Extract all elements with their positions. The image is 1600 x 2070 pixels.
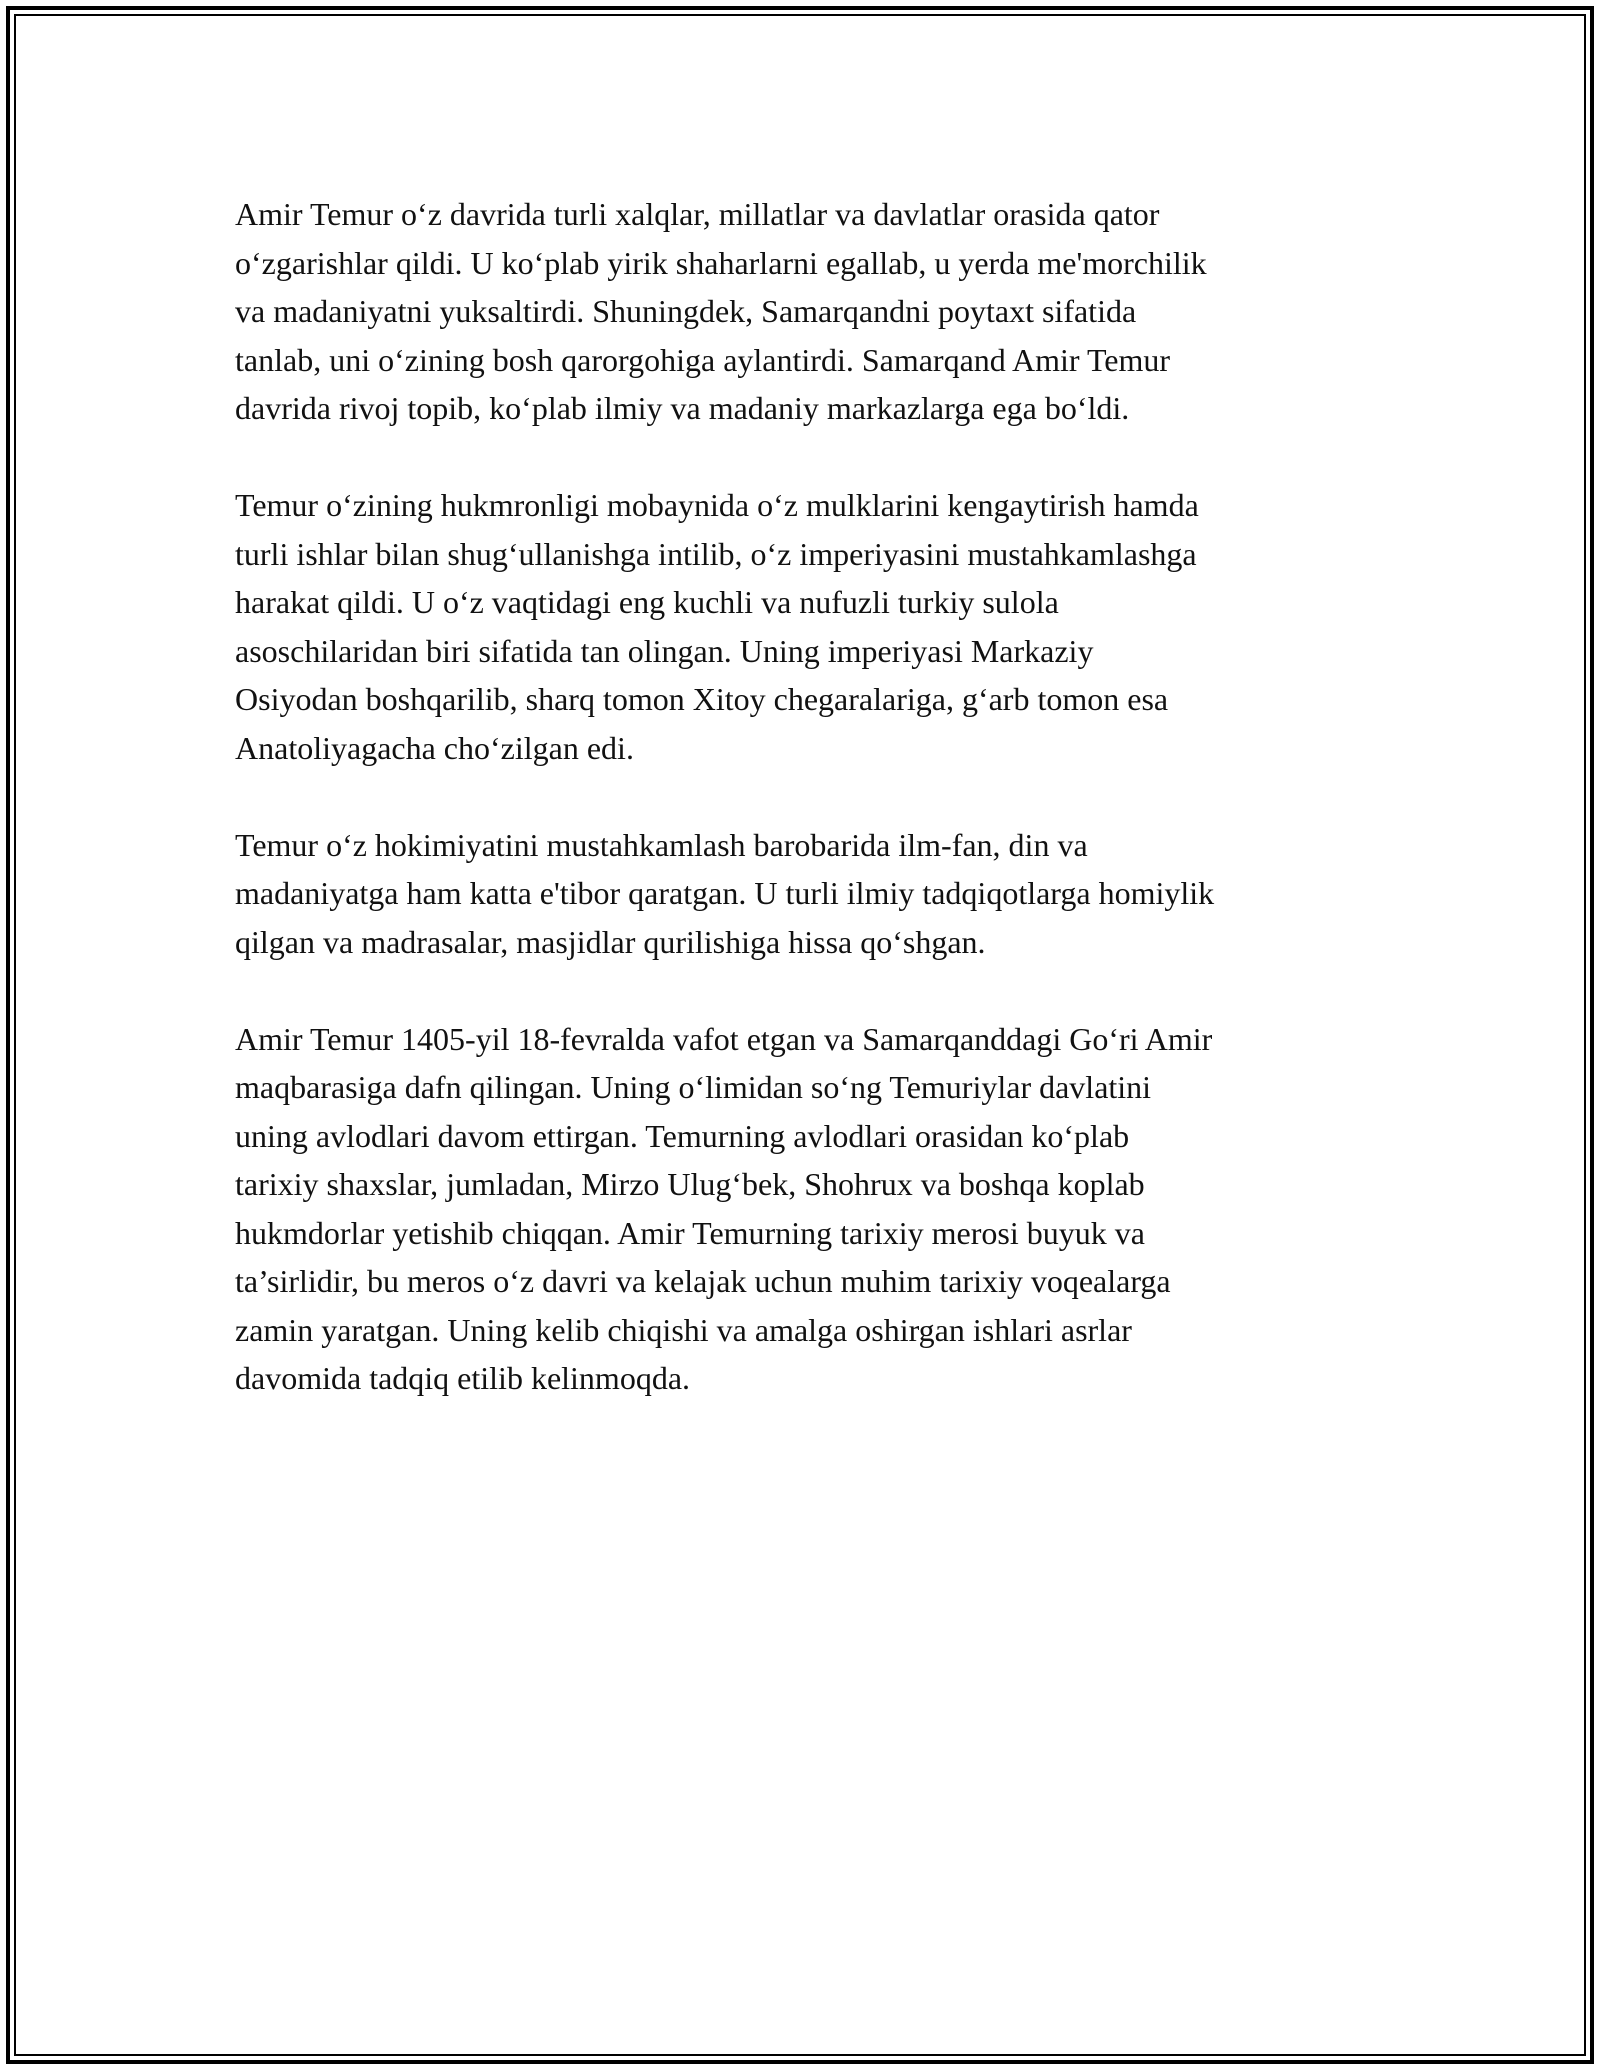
paragraph-2: Temur o‘zining hukmronligi mobaynida o‘z mulklarini kengaytirish hamda turli ishlar bilan shug‘ullanishga intilib, o‘z imperiyasini mustahkamlashga harakat qildi. U o‘z vaqtidagi eng kuchli va nufuzli turkiy sulola asoschilaridan biri sifatida tan olingan. Uning imperiyasi Markaziy Osiyodan boshqarilib, sharq tomon Xitoy chegaralariga, g‘arb tomon esa Anatoliyagacha cho‘zilgan edi. [235, 487, 1199, 766]
paragraph-3: Temur o‘z hokimiyatini mustahkamlash barobarida ilm-fan, din va madaniyatga ham katta e'tibor qaratgan. U turli ilmiy tadqiqotlarga homiylik qilgan va madrasalar, masjidlar qurilishiga hissa qo‘shgan. [235, 826, 1215, 960]
paragraph-4: Amir Temur 1405-yil 18-fevralda vafot etgan va Samarqanddagi Go‘ri Amir maqbarasiga dafn qilingan. Uning o‘limidan so‘ng Temuriylar davlatini uning avlodlari davom ettirgan. Temurning avlodlari orasidan ko‘plab tarixiy shaxslar, jumladan, Mirzo Ulug‘bek, Shohrux va boshqa koplab hukmdorlar yetishib chiqqan. Amir Temurning tarixiy merosi buyuk va ta’sirlidir, bu meros o‘z davri va kelajak uchun muhim tarixiy voqealarga zamin yaratgan. Uning kelib chiqishi va amalga oshirgan ishlari asrlar davomida tadqiq etilib kelinmoqda. [235, 1020, 1213, 1396]
paragraph-1: Amir Temur o‘z davrida turli xalqlar, millatlar va davlatlar orasida qator o‘zgarishlar qildi. U ko‘plab yirik shaharlarni egallab, u yerda me'morchilik va madaniyatni yuksaltirdi. Shuningdek, Samarqandni poytaxt sifatida tanlab, uni o‘zining bosh qarorgohiga aylantirdi. Samarqand Amir Temur davrida rivoj topib, ko‘plab ilmiy va madaniy markazlarga ega bo‘ldi. [235, 196, 1207, 426]
document-body [235, 190, 1385, 1451]
